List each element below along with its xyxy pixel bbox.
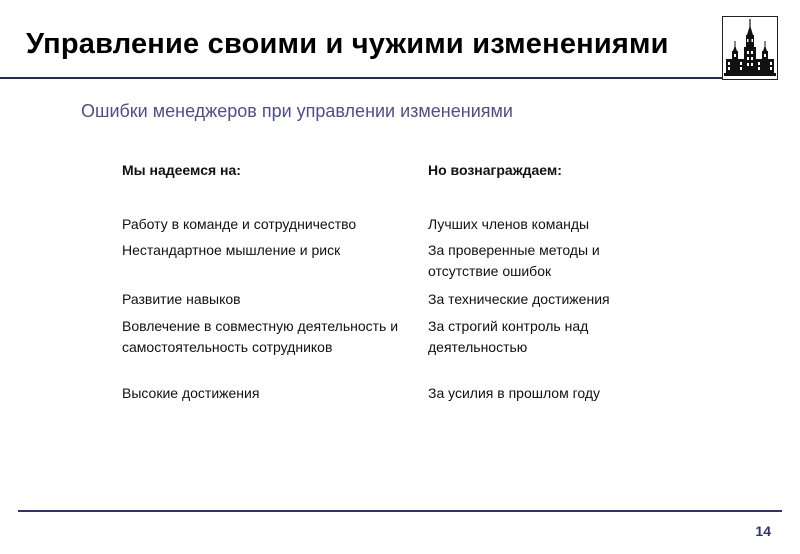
- table-header-reward: Но вознаграждаем:: [428, 162, 562, 178]
- table-cell-hope: Нестандартное мышление и риск: [122, 242, 341, 258]
- table-cell-reward: Лучших членов команды: [428, 216, 590, 232]
- slide-subtitle: Ошибки менеджеров при управлении изменениями: [81, 101, 513, 121]
- footer-divider: [18, 510, 782, 512]
- table-cell-reward: За технические достижения: [428, 291, 610, 307]
- table-cell-hope: Работу в команде и сотрудничество: [122, 216, 357, 232]
- table-cell-hope: Вовлечение в совместную деятельность и самостоятельность сотрудников: [122, 318, 399, 355]
- table-header-hope: Мы надеемся на:: [122, 162, 241, 178]
- table-cell-hope: Высокие достижения: [122, 385, 260, 401]
- table-cell-reward: За строгий контроль над деятельностью: [428, 318, 589, 355]
- slide-title: Управление своими и чужими изменениями: [26, 28, 669, 60]
- page-number: 14: [755, 523, 771, 539]
- table-cell-reward: За проверенные методы и отсутствие ошибок: [428, 242, 600, 279]
- table-cell-reward: За усилия в прошлом году: [428, 385, 601, 401]
- table-cell-hope: Развитие навыков: [122, 291, 241, 307]
